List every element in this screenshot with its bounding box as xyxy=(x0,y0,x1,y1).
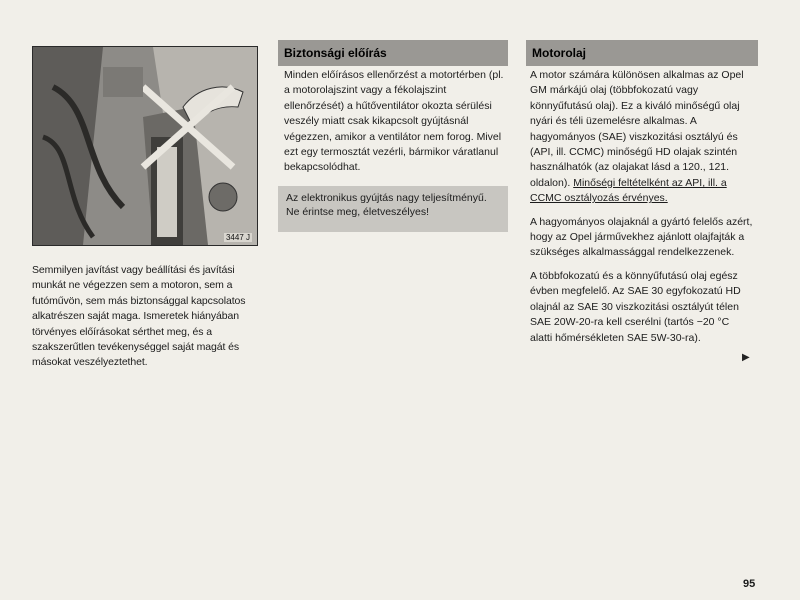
safety-heading: Biztonsági előírás xyxy=(278,40,508,66)
oil-paragraph-1-main: A motor számára különösen alkalmas az Opel GM márkájú olaj (többfokozatú vagy könnyűfutású olaj). Ez a kiváló minőségű olaj nyári és téli üzemelésre alkalmas. A hagyományos (SAE) viszkozitási osztályú és (API, ill. CCMC) minőségű HD olajak szintén használhatók (az olajakat lásd a 120., 121. oldalon). xyxy=(530,69,744,189)
oil-quality-requirement: Minőségi feltételként az API, ill. a CCMC osztályozás érvényes. xyxy=(530,176,727,205)
continue-arrow-icon: ▶ xyxy=(742,352,750,363)
safety-paragraph: Minden előírásos ellenőrzést a motortérben (pl. a motorolajszint vagy a fékolajszint ellenőrzését) a hűtőventilátor okozta sérülési veszély miatt csak kikapcsolt gyújtásnál végezzen, amikor a ventilátor nem forog. Mivel ezt egy termosztát vezérli, bármikor váratlanul bekapcsolódhat. xyxy=(284,69,504,174)
ignition-warning-text: Az elektronikus gyújtás nagy teljesítményű. Ne érintse meg, életveszélyes! xyxy=(286,192,487,218)
figure-code: 3447 J xyxy=(225,233,250,242)
engine-illustration xyxy=(33,47,257,245)
repair-warning-paragraph: Semmilyen javítást vagy beállítási és javítási munkát ne végezzen sem a motoron, sem a futóművön, sem más biztonsággal kapcsolatos alkatrészen saját maga. Ismeretek hiányában törvényes előírásokat sérthet meg, és a szakszerűtlen tevékenységgel saját magát és másokat veszélyeztethet. xyxy=(32,264,246,369)
engine-oil-heading: Motorolaj xyxy=(526,40,758,66)
engine-oil-section xyxy=(530,68,754,354)
oil-paragraph-1 xyxy=(530,68,754,207)
ignition-warning-box xyxy=(278,186,508,232)
page-number: 95 xyxy=(743,578,756,590)
oil-paragraph-2: A hagyományos olajaknál a gyártó felelős azért, hogy az Opel járművekhez ajánlott olajfajták a szükséges alkalmassággal rendelkezzenek. xyxy=(530,215,753,259)
engine-photo xyxy=(32,46,258,246)
oil-paragraph-3: A többfokozatú és a könnyűfutású olaj egész évben megfelelő. Az SAE 30 egyfokozatú HD olajnál az SAE 30 viszkozitási osztályút télen SAE 20W-20-ra kell cserélni (tartós −20 °C alatti hőmérsékleten SAE 5W-30-ra). xyxy=(530,269,741,344)
